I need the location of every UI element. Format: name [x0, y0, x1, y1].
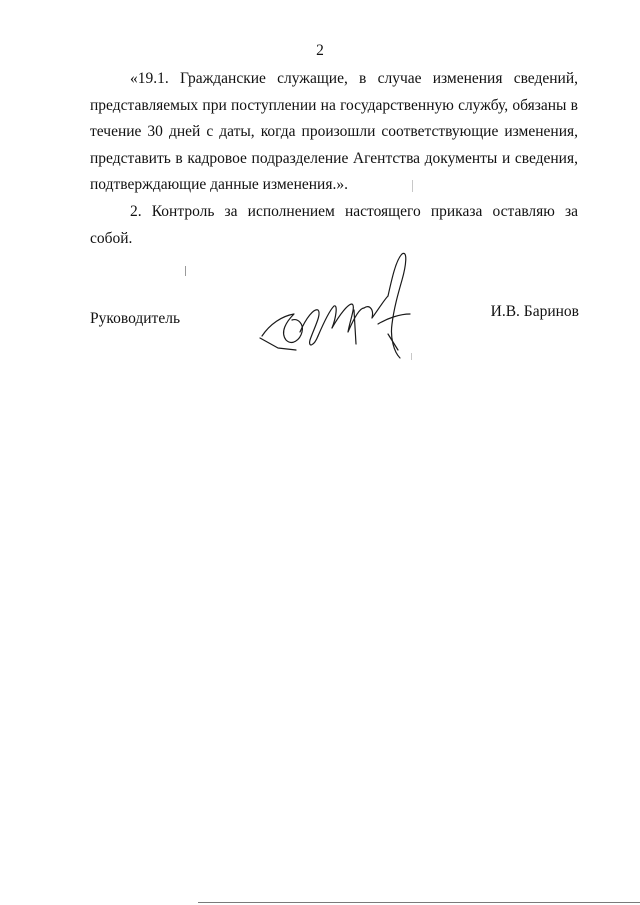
signatory-title: Руководитель [90, 310, 181, 327]
signatory-name: И.В. Баринов [490, 303, 579, 320]
handwritten-signature [256, 248, 416, 360]
scan-speck [411, 353, 412, 360]
scan-bottom-edge [198, 902, 640, 903]
paragraph-amendment: «19.1. Гражданские служащие, в случае изменения сведений, представляемых при поступлении на государственную службу, обязаны в течение 30 дней с даты, когда произошли соответствующие изменения, представить в кадровое подразделение Агентства документы и сведения, подтверждающие данные изменения.». [90, 70, 578, 193]
scan-speck [185, 266, 186, 276]
scan-speck [412, 180, 413, 192]
page-number: 2 [316, 42, 324, 59]
paragraph-control: 2. Контроль за исполнением настоящего приказа оставляю за собой. [90, 203, 578, 247]
